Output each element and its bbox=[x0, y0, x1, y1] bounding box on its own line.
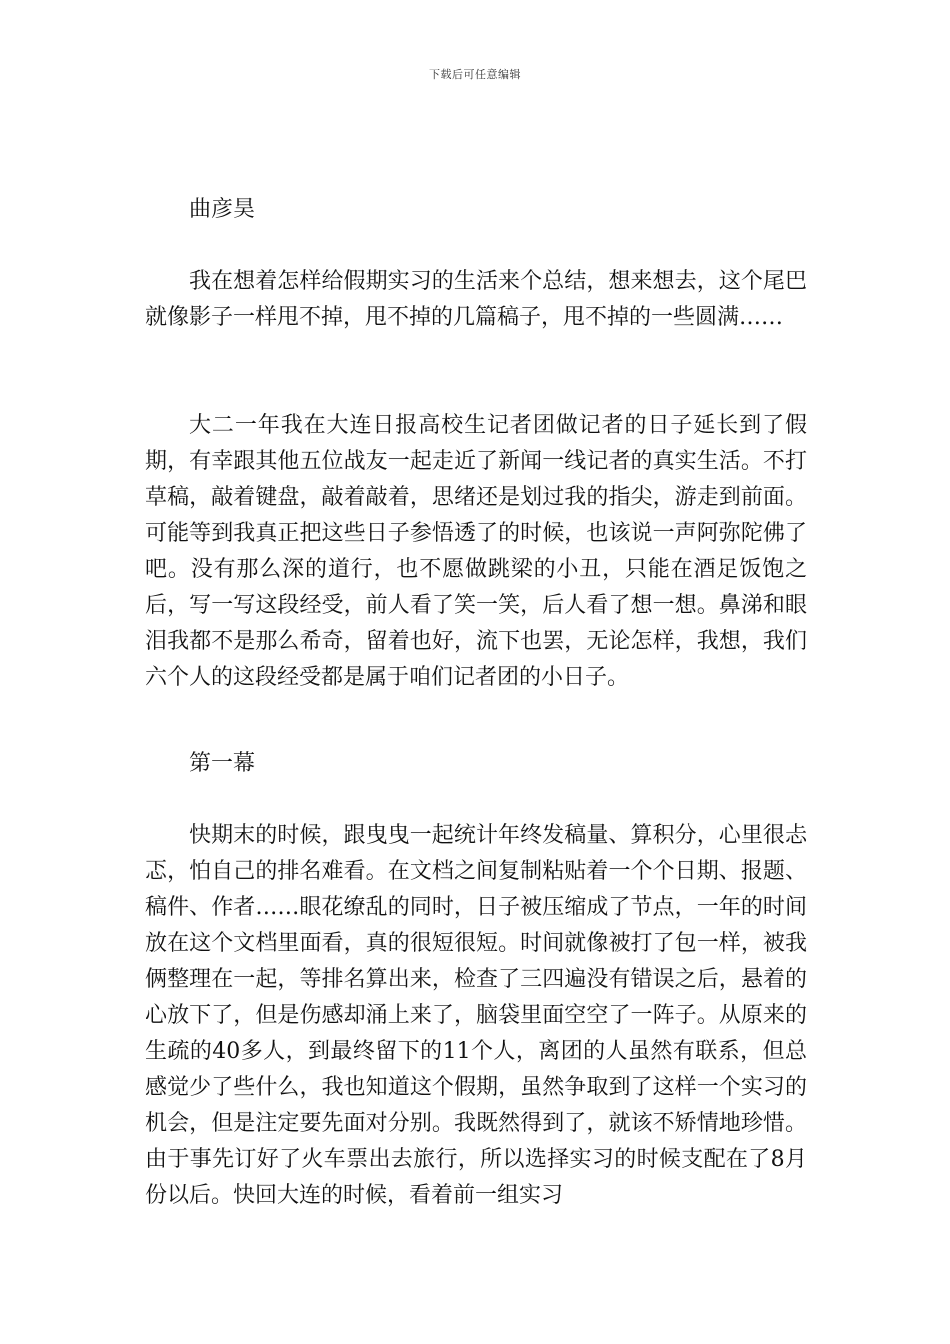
section-title: 第一幕 bbox=[189, 751, 256, 776]
paragraph-background: 大二一年我在大连日报高校生记者团做记者的日子延长到了假期，有幸跟其他五位战友一起走近了新闻一线记者的真实生活。不打草稿，敲着键盘，敲着敲着，思绪还是划过我的指尖，游走到前面。可能等到我真正把这些日子参悟透了的时候，也该说一声阿弥陀佛了吧。没有那么深的道行，也不愿做跳梁的小丑，只能在酒足饭饱之后，写一写这段经受，前人看了笑一笑，后人看了想一想。鼻涕和眼泪我都不是那么希奇，留着也好，流下也罢，无论怎样，我想，我们六个人的这段经受都是属于咱们记者团的小日子。 bbox=[145, 413, 807, 690]
paragraph-act-one: 快期末的时候，跟曳曳一起统计年终发稿量、算积分，心里很忐忑，怕自己的排名难看。在文档之间复制粘贴着一个个日期、报题、稿件、作者……眼花缭乱的同时，日子被压缩成了节点，一年的时间放在这个文档里面看，真的很短很短。时间就像被打了包一样，被我俩整理在一起，等排名算出来，检查了三四遍没有错误之后，悬着的心放下了，但是伤感却涌上来了，脑袋里面空空了一阵子。从原来的生疏的40多人，到最终留下的11个人，离团的人虽然有联系，但总感觉少了些什么，我也知道这个假期，虽然争取到了这样一个实习的机会，但是注定要先面对分别。我既然得到了，就该不矫情地珍惜。由于事先订好了火车票出去旅行，所以选择实习的时候支配在了8月份以后。快回大连的时候，看着前一组实习 bbox=[145, 823, 807, 1208]
paragraph-intro: 我在想着怎样给假期实习的生活来个总结，想来想去，这个尾巴就像影子一样甩不掉，甩不掉的几篇稿子，甩不掉的一些圆满…… bbox=[145, 269, 807, 330]
page-header: 下载后可任意编辑 bbox=[429, 68, 521, 81]
author-name: 曲彦昊 bbox=[189, 197, 256, 222]
